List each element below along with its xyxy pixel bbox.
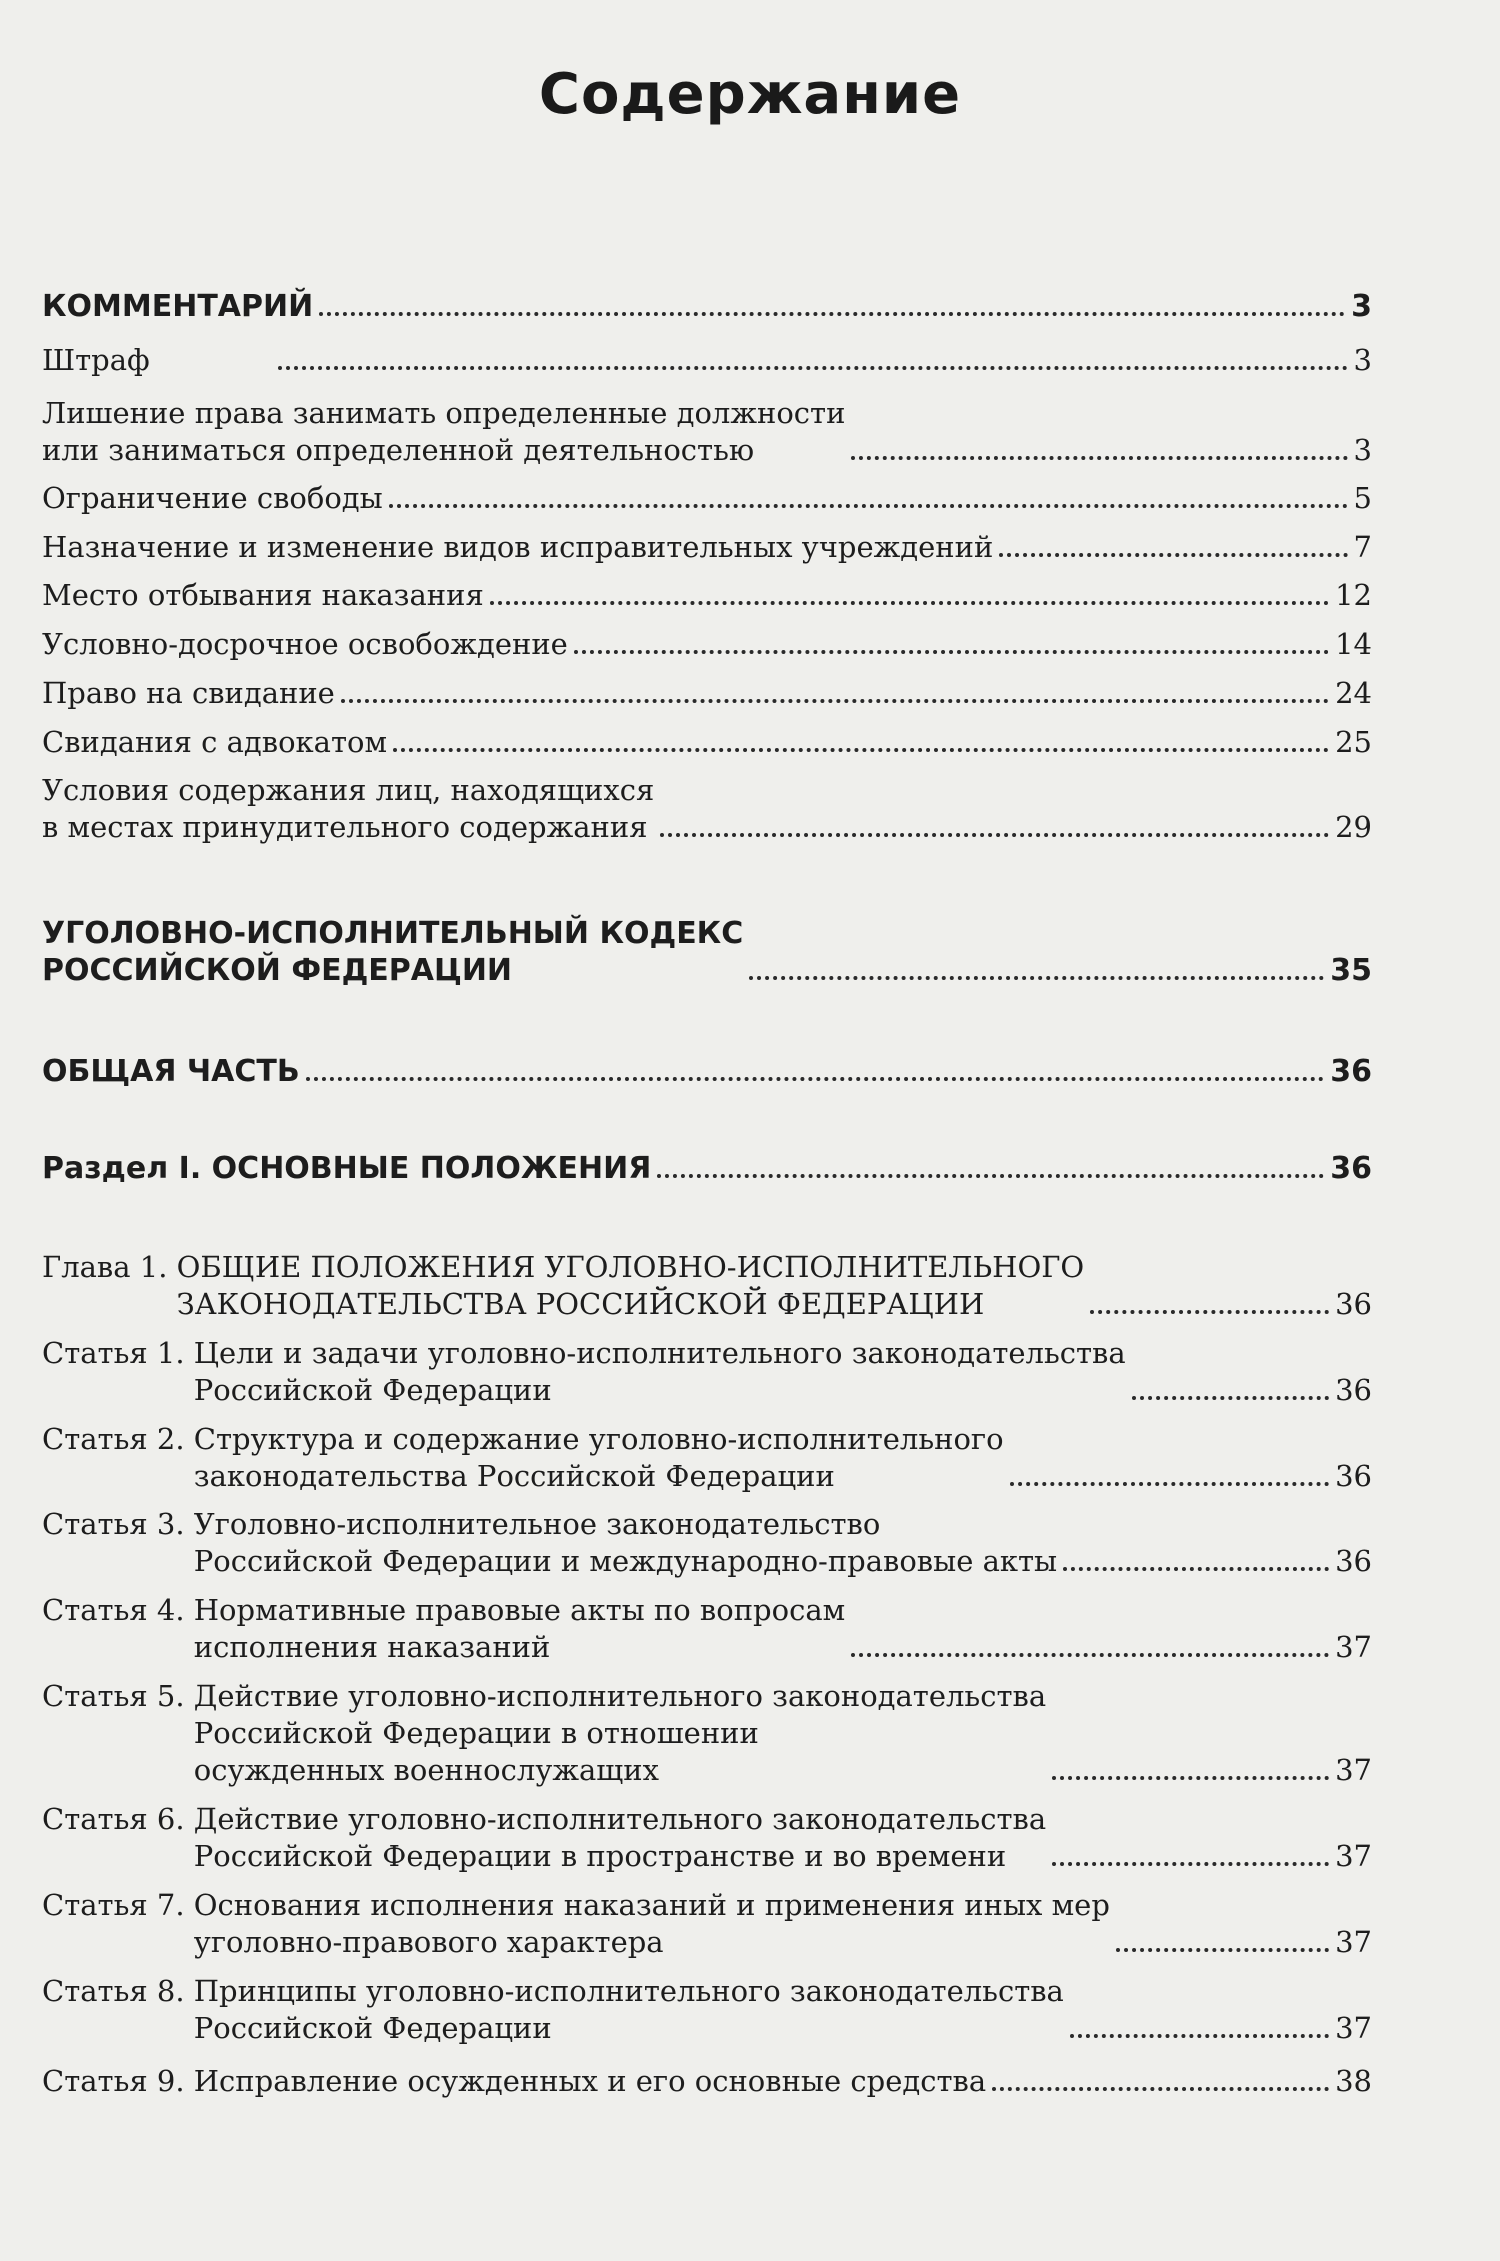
entry-text: РОССИЙСКОЙ ФЕДЕРАЦИИ [42, 953, 513, 988]
dot-leader [1116, 1948, 1329, 1952]
dot-leader [657, 1174, 1324, 1178]
entry-text: или заниматься определенной деятельностью [42, 433, 755, 467]
toc-entry-article[interactable] [42, 1506, 1372, 1580]
dot-leader [278, 366, 1348, 370]
entry-text: Условия содержания лиц, находящихся [42, 773, 655, 807]
dot-leader [1090, 1310, 1329, 1314]
entry-text: осужденных военнослужащих [193, 1753, 659, 1787]
article-label: Статья 8. [42, 1974, 185, 2008]
toc-entry[interactable] [42, 577, 1372, 614]
page-number: 3 [1353, 343, 1372, 377]
dot-leader [999, 553, 1347, 557]
toc-entry-article[interactable] [42, 1973, 1372, 2047]
dot-leader [1010, 1482, 1330, 1486]
page-number: 3 [1353, 433, 1372, 467]
page-number: 36 [1335, 1459, 1372, 1493]
dot-leader [749, 976, 1324, 980]
entry-text: исполнения наказаний [193, 1630, 551, 1664]
dot-leader [341, 699, 1329, 703]
entry-text: Свидания с адвокатом [42, 725, 388, 759]
page-number: 37 [1335, 1839, 1372, 1873]
toc-entry-chapter[interactable] [42, 1249, 1372, 1323]
toc-entry-code[interactable] [42, 915, 1372, 989]
entry-text: законодательства Российской Федерации [193, 1459, 835, 1493]
dot-leader [389, 504, 1348, 508]
entry-text: Назначение и изменение видов исправительных учреждений [42, 530, 994, 564]
dot-leader [574, 650, 1329, 654]
section-label: Раздел I. [42, 1151, 202, 1186]
toc-entry[interactable] [42, 342, 1372, 379]
entry-text: уголовно-правового характера [193, 1925, 664, 1959]
toc-entry[interactable] [42, 772, 1372, 846]
page-number: 7 [1353, 530, 1372, 564]
article-label: Статья 1. [42, 1336, 185, 1370]
dot-leader [992, 2087, 1329, 2091]
entry-text: Действие уголовно-исполнительного законодательства [193, 1679, 1047, 1713]
entry-text: Место отбывания наказания [42, 578, 484, 612]
entry-text: Ограничение свободы [42, 481, 383, 515]
toc-entry-article[interactable] [42, 1421, 1372, 1495]
page-number: 5 [1353, 481, 1372, 515]
entry-text: Российской Федерации [193, 2011, 552, 2045]
article-label: Статья 2. [42, 1422, 185, 1456]
entry-text: Основания исполнения наказаний и применения иных мер [193, 1888, 1110, 1922]
page-number: 37 [1335, 1925, 1372, 1959]
entry-text: Цели и задачи уголовно-исполнительного законодательства [193, 1336, 1126, 1370]
entry-text: ЗАКОНОДАТЕЛЬСТВА РОССИЙСКОЙ ФЕДЕРАЦИИ [176, 1287, 985, 1321]
entry-text: Право на свидание [42, 676, 335, 710]
toc-entry[interactable] [42, 529, 1372, 566]
dot-leader [319, 312, 1345, 316]
toc-entry-article[interactable] [42, 1335, 1372, 1409]
chapter-label: Глава 1. [42, 1250, 168, 1284]
article-label: Статья 5. [42, 1679, 185, 1713]
entry-text: УГОЛОВНО-ИСПОЛНИТЕЛЬНЫЙ КОДЕКС [42, 916, 744, 951]
entry-text: КОММЕНТАРИЙ [42, 289, 314, 324]
page-number: 38 [1335, 2064, 1372, 2098]
page-number: 3 [1351, 289, 1372, 324]
article-label: Статья 6. [42, 1802, 185, 1836]
dot-leader [1132, 1396, 1329, 1400]
entry-text: ОБЩИЕ ПОЛОЖЕНИЯ УГОЛОВНО-ИСПОЛНИТЕЛЬНОГО [176, 1250, 1085, 1284]
toc-entry-commentary[interactable] [42, 288, 1372, 325]
toc-entry-article[interactable] [42, 1678, 1372, 1789]
entry-text: Исправление осужденных и его основные средства [193, 2064, 987, 2098]
article-label: Статья 9. [42, 2064, 185, 2098]
page-number: 36 [1335, 1287, 1372, 1321]
article-label: Статья 3. [42, 1507, 185, 1541]
toc-entry[interactable] [42, 480, 1372, 517]
dot-leader [851, 1653, 1329, 1657]
page-number: 12 [1335, 578, 1372, 612]
dot-leader [1052, 1776, 1329, 1780]
toc-entry-general-part[interactable] [42, 1053, 1372, 1090]
entry-text: Российской Федерации [193, 1373, 552, 1407]
page-number: 36 [1335, 1544, 1372, 1578]
page-title: Содержание [538, 62, 962, 127]
page-number: 24 [1335, 676, 1372, 710]
toc-entry[interactable] [42, 675, 1372, 712]
page-number: 14 [1335, 627, 1372, 661]
dot-leader [1070, 2034, 1329, 2038]
entry-text: Действие уголовно-исполнительного законодательства [193, 1802, 1047, 1836]
page-number: 37 [1335, 2011, 1372, 2045]
dot-leader [1052, 1862, 1329, 1866]
entry-text: Условно-досрочное освобождение [42, 627, 568, 661]
toc-entry[interactable] [42, 395, 1372, 469]
toc-entry[interactable] [42, 724, 1372, 761]
entry-text: Штраф [42, 343, 150, 377]
entry-text: Уголовно-исполнительное законодательство [193, 1507, 881, 1541]
entry-text: ОСНОВНЫЕ ПОЛОЖЕНИЯ [211, 1151, 652, 1186]
entry-text: ОБЩАЯ ЧАСТЬ [42, 1054, 300, 1089]
entry-text: Лишение права занимать определенные должности [42, 396, 846, 430]
dot-leader [660, 833, 1329, 837]
page-number: 37 [1335, 1753, 1372, 1787]
entry-text: Российской Федерации и международно-правовые акты [193, 1544, 1058, 1578]
dot-leader [393, 748, 1329, 752]
page-number: 37 [1335, 1630, 1372, 1664]
toc-entry-article[interactable] [42, 1887, 1372, 1961]
dot-leader [306, 1077, 1325, 1081]
page-number: 25 [1335, 725, 1372, 759]
entry-text: Нормативные правовые акты по вопросам [193, 1593, 846, 1627]
article-label: Статья 7. [42, 1888, 185, 1922]
dot-leader [851, 456, 1347, 460]
page-number: 36 [1335, 1373, 1372, 1407]
toc-entry-section[interactable] [42, 1150, 1372, 1187]
toc-entry-article[interactable] [42, 1592, 1372, 1666]
entry-text: Структура и содержание уголовно-исполнительного [193, 1422, 1004, 1456]
entry-text: в местах принудительного содержания [42, 810, 648, 844]
toc-entry-article[interactable] [42, 1801, 1372, 1875]
entry-text: Принципы уголовно-исполнительного законодательства [193, 1974, 1064, 2008]
dot-leader [490, 601, 1329, 605]
toc-entry[interactable] [42, 626, 1372, 663]
entry-text: Российской Федерации в отношении [193, 1716, 759, 1750]
entry-text: Российской Федерации в пространстве и во времени [193, 1839, 1007, 1873]
page-number: 36 [1330, 1151, 1372, 1186]
page-number: 36 [1330, 1054, 1372, 1089]
article-label: Статья 4. [42, 1593, 185, 1627]
page-number: 29 [1335, 810, 1372, 844]
dot-leader [1063, 1567, 1329, 1571]
toc-entry-article[interactable] [42, 2063, 1372, 2100]
page-number: 35 [1330, 953, 1372, 988]
